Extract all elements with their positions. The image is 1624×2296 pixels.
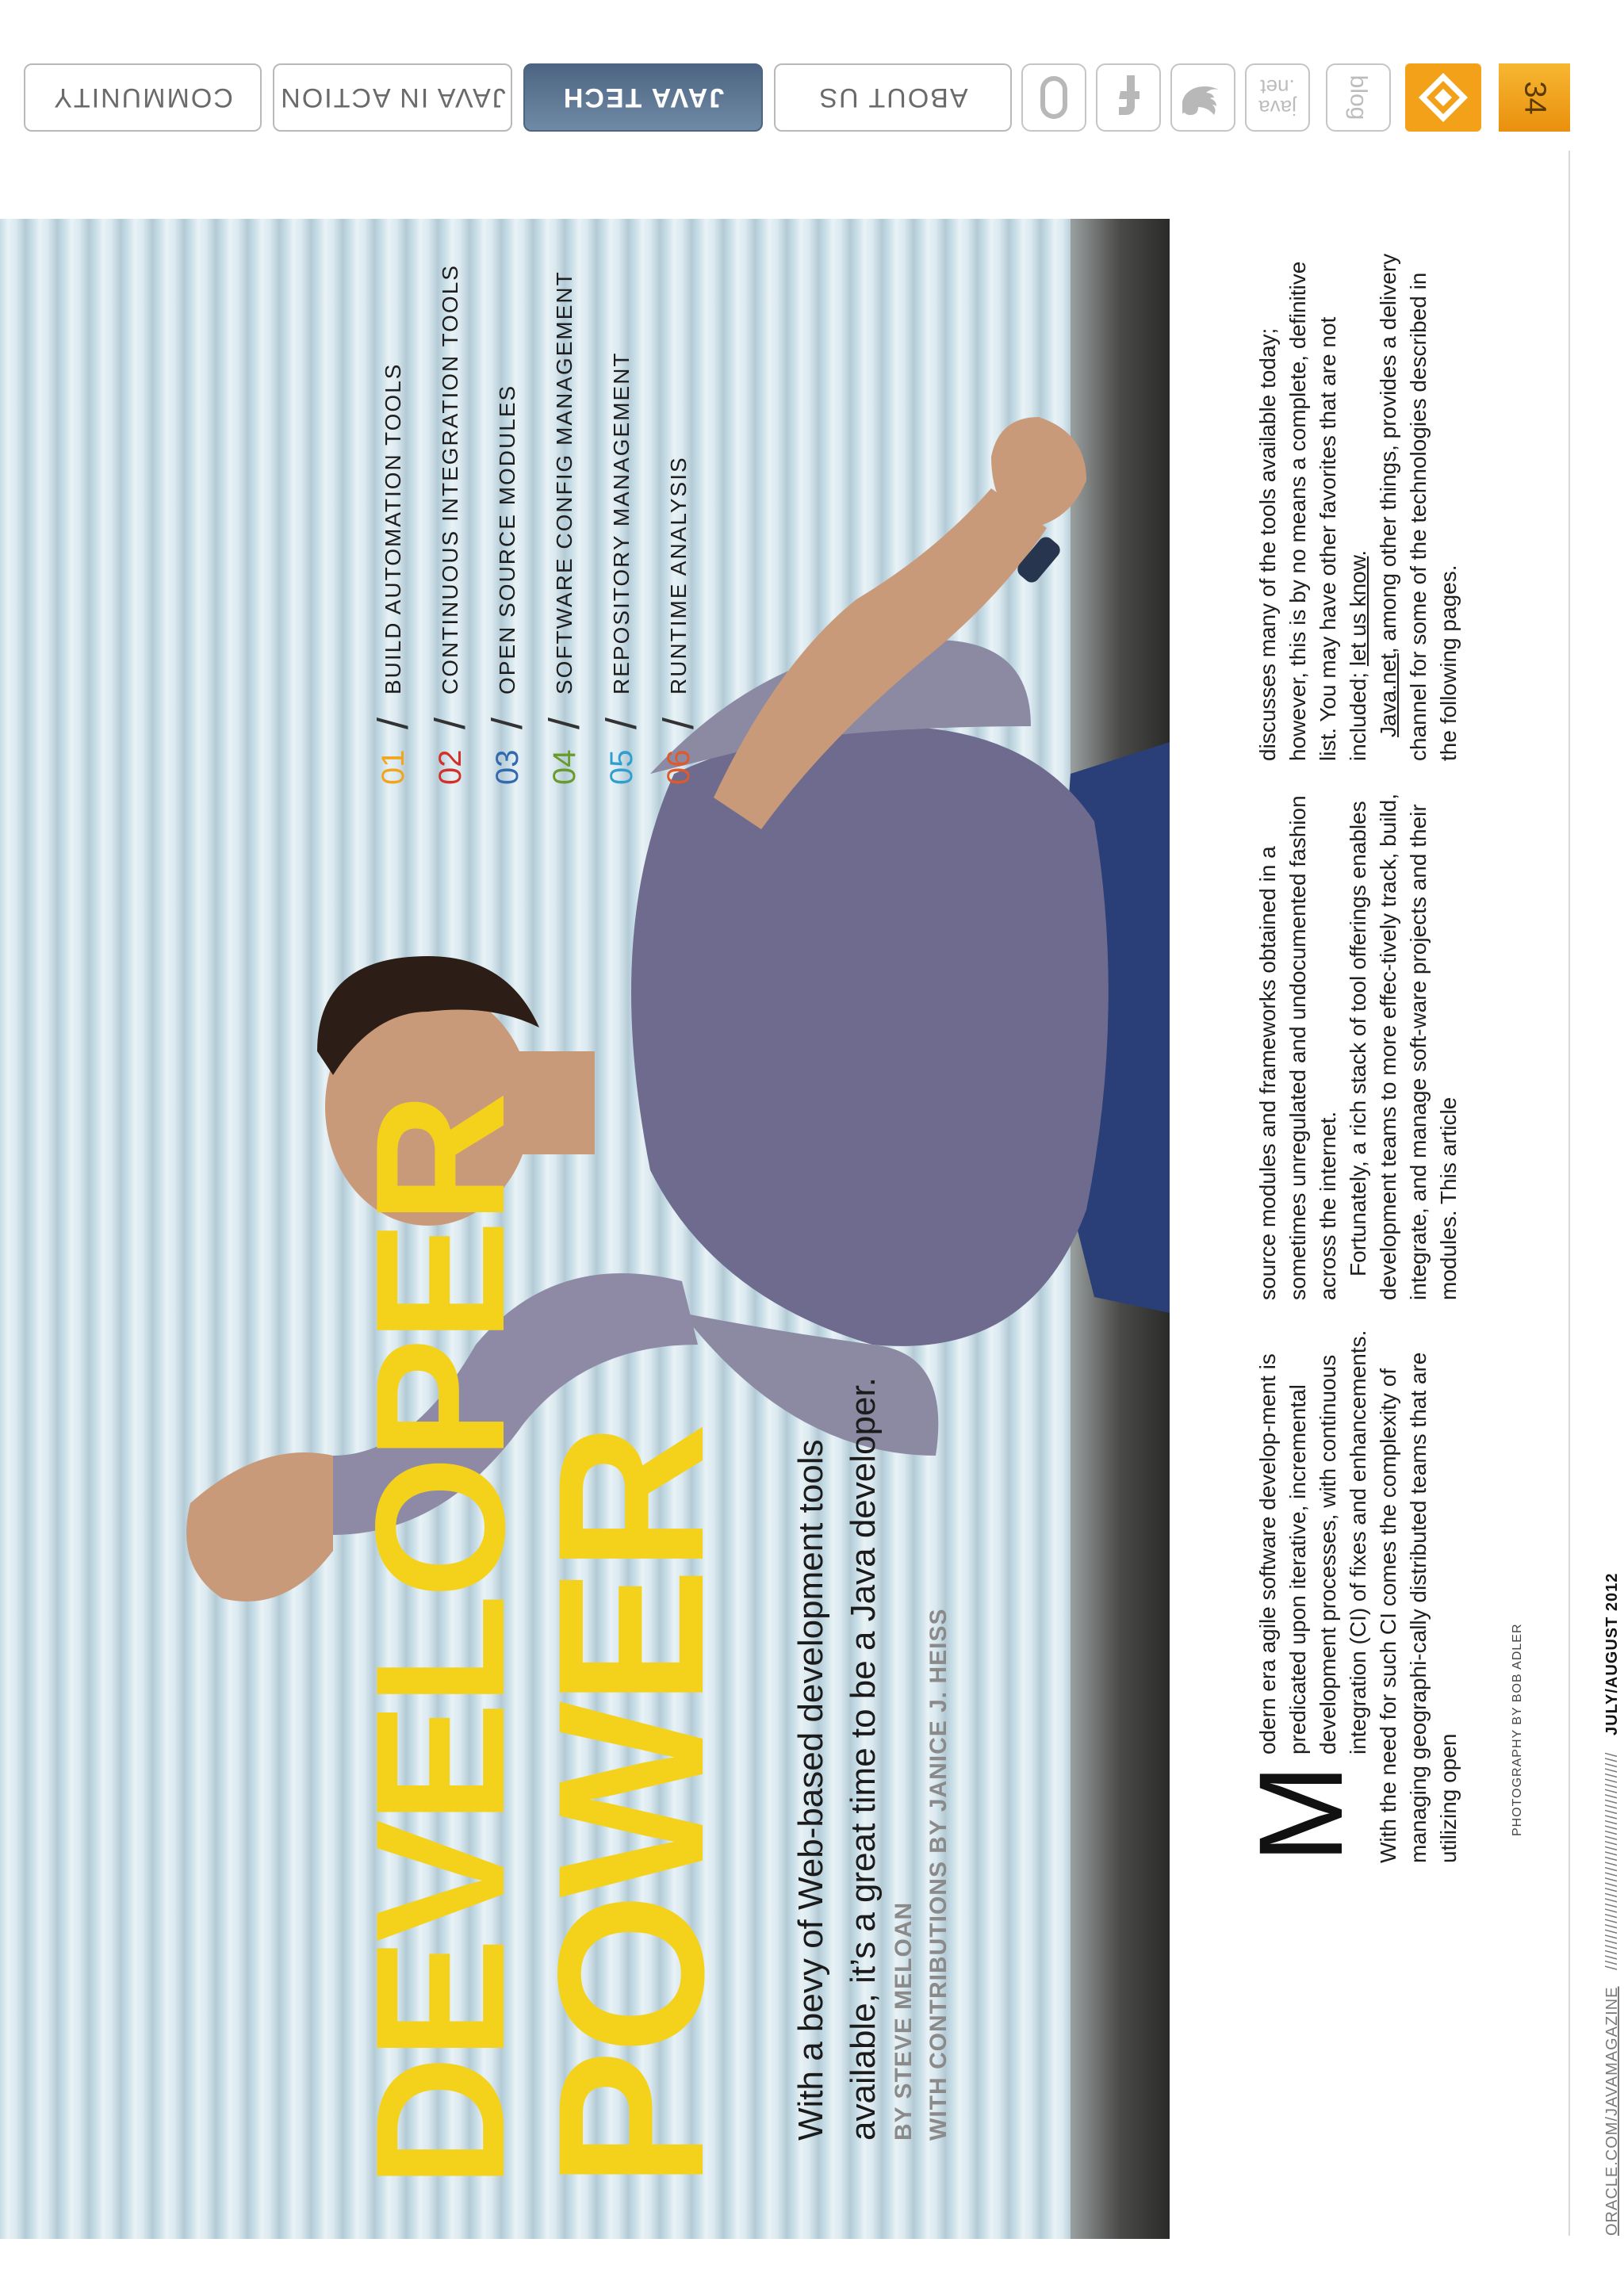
slash-divider: /	[427, 715, 474, 729]
slash-divider: /	[541, 715, 588, 729]
toc-number: 05	[604, 749, 639, 785]
toc-number: 02	[433, 749, 468, 785]
byline	[887, 1608, 956, 2141]
right-rule	[1568, 151, 1570, 2236]
section-list	[365, 264, 707, 785]
facebook-icon[interactable]	[1096, 63, 1161, 132]
body-paragraph: Java.net, among other things, provides a delivery channel for some of the technologies described in the following pages.	[1376, 253, 1461, 761]
deck	[785, 1377, 890, 2141]
toc-label: SOFTWARE CONFIG MANAGEMENT	[552, 270, 576, 695]
body-paragraph: M odern era agile software develop-ment is predicated upon iterative, incremental development processes, with continuous integration (CI) of fixes and enhancements. With the need for such CI comes the complexity of managing geographi-cally distributed teams that are utilizing open	[1234, 1330, 1461, 1863]
let-us-know-link[interactable]: let us know	[1346, 556, 1370, 667]
drop-cap: M	[1234, 1764, 1367, 1863]
oracle-o-icon[interactable]	[1021, 63, 1086, 132]
toc-item-6[interactable]	[650, 264, 707, 785]
toc-item-4[interactable]	[536, 264, 593, 785]
footer	[1603, 1573, 1622, 2236]
toc-number: 01	[376, 749, 411, 785]
photo-credit: PHOTOGRAPHY BY BOB ADLER	[1511, 1623, 1524, 1836]
tab-java-in-action[interactable]: JAVA IN ACTION	[273, 63, 512, 132]
footer-separator: //////////////////////////////////////////	[1603, 1751, 1621, 1970]
slash-divider: /	[370, 715, 417, 729]
body-column-2	[1253, 777, 1464, 1300]
java-net-icon[interactable]: java .net	[1245, 63, 1310, 132]
site-link[interactable]: ORACLE.COM/JAVAMAGAZINE	[1603, 1986, 1621, 2236]
java-magazine-logo-icon[interactable]	[1405, 63, 1481, 132]
tab-about-us[interactable]: ABOUT US	[774, 63, 1012, 132]
toc-number: 06	[661, 749, 696, 785]
toc-label: REPOSITORY MANAGEMENT	[609, 351, 634, 695]
tab-community[interactable]: COMMUNITY	[24, 63, 262, 132]
toc-label: CONTINUOUS INTEGRATION TOOLS	[438, 264, 462, 695]
body-column-1	[1234, 1316, 1464, 1863]
headline-line2: POWER	[515, 1427, 747, 2188]
toc-number: 03	[490, 749, 525, 785]
toc-item-5[interactable]	[593, 264, 650, 785]
page-number: 34	[1499, 63, 1570, 132]
byline-contributor: WITH CONTRIBUTIONS BY JANICE J. HEISS	[925, 1608, 952, 2141]
slash-divider: /	[655, 715, 703, 729]
toc-item-1[interactable]	[365, 264, 422, 785]
deck-line1: With a bevy of Web-based development tools	[791, 1439, 830, 2141]
byline-author: BY STEVE MELOAN	[891, 1901, 917, 2141]
deck-line2: available, it’s a great time to be a Java developer.	[844, 1377, 883, 2141]
twitter-bird-icon[interactable]	[1170, 63, 1235, 132]
toc-item-2[interactable]	[422, 264, 479, 785]
body-column-3	[1253, 238, 1464, 761]
toc-label: BUILD AUTOMATION TOOLS	[381, 362, 405, 695]
body-paragraph: Fortunately, a rich stack of tool offerings enables development teams to more effec-tively track, build, integrate, and manage soft-ware projects and their modules. This article	[1346, 793, 1461, 1300]
body-paragraph: source modules and frameworks obtained in a sometimes unregulated and undocumented fashion across the internet.	[1255, 795, 1340, 1300]
tab-java-tech[interactable]: JAVA TECH	[523, 63, 763, 132]
issue-date: JULY/AUGUST 2012	[1603, 1572, 1621, 1735]
toc-item-3[interactable]	[479, 264, 536, 785]
slash-divider: /	[484, 715, 531, 729]
toc-label: RUNTIME ANALYSIS	[666, 456, 691, 695]
toc-number: 04	[547, 749, 582, 785]
headline-line1: DEVELOPER	[338, 1096, 543, 2188]
blog-icon[interactable]: blog	[1326, 63, 1391, 132]
body-paragraph: discusses many of the tools available today; however, this is by no means a complete, definitive list. You may have other favorites that are not included; let us know.	[1255, 261, 1370, 761]
toc-label: OPEN SOURCE MODULES	[495, 384, 519, 695]
slash-divider: /	[598, 715, 645, 729]
java-net-link[interactable]: Java.net	[1376, 653, 1400, 737]
